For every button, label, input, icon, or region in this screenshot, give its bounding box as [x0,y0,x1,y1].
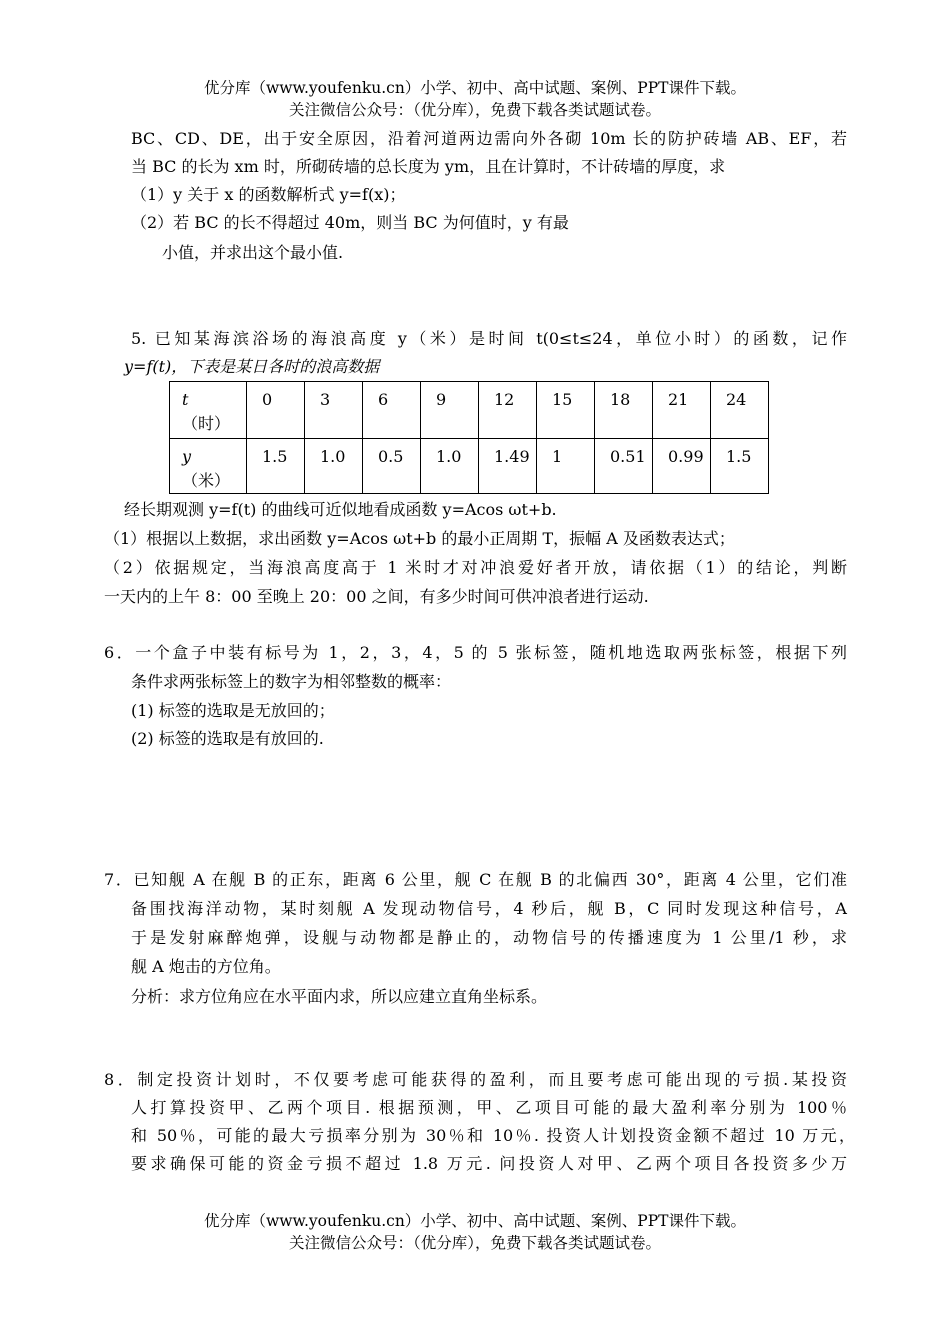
q5-line-2: y=f(t)，下表是某日各时的浪高数据 [124,357,380,376]
table-header-y [170,439,247,494]
q8-line-1: 8．制定投资计划时，不仅要考虑可能获得的盈利，而且要考虑可能出现的亏损.某投资 [104,1070,847,1089]
table-cell: 1.49 [479,439,537,494]
page-header [0,77,950,121]
y-label: y [182,447,192,466]
q7-line-5: 分析：求方位角应在水平面内求，所以应建立直角坐标系。 [131,987,548,1006]
table-cell: 3 [305,382,363,439]
q6-line-3: (1) 标签的选取是无放回的； [131,701,335,720]
table-cell: 24 [711,382,769,439]
q6-line-4: (2) 标签的选取是有放回的. [131,729,324,748]
q6-line-2: 条件求两张标签上的数字为相邻整数的概率： [131,672,452,691]
q4-line-5: 小值，并求出这个最小值. [162,243,344,262]
q5-line-3: 经长期观测 y=f(t) 的曲线可近似地看成函数 y=Acos ωt+b. [124,500,557,519]
q7-line-4: 舰 A 炮击的方位角。 [131,957,281,976]
q4-line-2: 当 BC 的长为 xm 时，所砌砖墙的总长度为 ym，且在计算时，不计砖墙的厚度，求 [131,157,726,176]
table-cell: 15 [537,382,595,439]
q7-line-3: 于是发射麻醉炮弹，设舰与动物都是静止的，动物信号的传播速度为 1 公里/1 秒，求 [131,928,847,947]
q8-line-2: 人打算投资甲、乙两个项目. 根据预测，甲、乙项目可能的最大盈利率分别为 100％ [131,1098,847,1117]
table-cell: 1.5 [247,439,305,494]
table-cell: 9 [421,382,479,439]
table-cell: 12 [479,382,537,439]
q5-line-4: （1）根据以上数据，求出函数 y=Acos ωt+b 的最小正周期 T，振幅 A 及函数表达式； [104,529,735,548]
footer-line-2: 关注微信公众号：（优分库），免费下载各类试题试卷。 [288,1234,661,1252]
header-line-1: 优分库（www.youfenku.cn）小学、初中、高中试题、案例、PPT课件下载。 [203,79,747,97]
q6-line-1: 6．一个盒子中装有标号为 1，2，3，4，5 的 5 张标签，随机地选取两张标签，根据下列 [104,643,847,662]
table-cell: 1 [537,439,595,494]
q4-line-3: （1）y 关于 x 的函数解析式 y=f(x)； [131,185,406,204]
q5-line-5: （2）依据规定，当海浪高度高于 1 米时才对冲浪爱好者开放，请依据（1）的结论，判断 [104,558,847,577]
table-cell: 1.5 [711,439,769,494]
table-header-t [170,382,247,439]
t-unit: （时） [182,414,231,433]
q4-line-4: （2）若 BC 的长不得超过 40m，则当 BC 为何值时，y 有最 [131,213,569,232]
page-footer [0,1210,950,1254]
q7-line-1: 7．已知舰 A 在舰 B 的正东，距离 6 公里，舰 C 在舰 B 的北偏西 30°，距离 4 公里，它们准 [104,870,847,889]
table-cell: 21 [653,382,711,439]
table-cell: 1.0 [305,439,363,494]
table-row-time [170,382,769,439]
table-cell: 18 [595,382,653,439]
q5-line-1: 5. 已知某海滨浴场的海浪高度 y（米）是时间 t(0≤t≤24，单位小时）的函数，记作 [131,329,847,348]
q7-line-2: 备围找海洋动物，某时刻舰 A 发现动物信号，4 秒后，舰 B，C 同时发现这种信号，A [131,899,847,918]
table-cell: 0.51 [595,439,653,494]
header-line-2: 关注微信公众号：（优分库），免费下载各类试题试卷。 [288,101,661,119]
table-cell: 6 [363,382,421,439]
q8-line-3: 和 50％，可能的最大亏损率分别为 30％和 10％. 投资人计划投资金额不超过 10 万元， [131,1126,855,1145]
table-row-height [170,439,769,494]
q5-line-6: 一天内的上午 8：00 至晚上 20：00 之间，有多少时间可供冲浪者进行运动. [104,587,649,606]
wave-height-table [169,381,769,494]
y-unit: （米） [182,471,231,490]
table-cell: 0.99 [653,439,711,494]
q8-line-4: 要求确保可能的资金亏损不超过 1.8 万元. 问投资人对甲、乙两个项目各投资多少万 [131,1154,847,1173]
table-cell: 0 [247,382,305,439]
table-cell: 1.0 [421,439,479,494]
footer-line-1: 优分库（www.youfenku.cn）小学、初中、高中试题、案例、PPT课件下载。 [203,1212,747,1230]
q4-line-1: BC、CD、DE，出于安全原因，沿着河道两边需向外各砌 10m 长的防护砖墙 AB、EF，若 [131,129,847,148]
t-label: t [182,390,189,409]
table-cell: 0.5 [363,439,421,494]
